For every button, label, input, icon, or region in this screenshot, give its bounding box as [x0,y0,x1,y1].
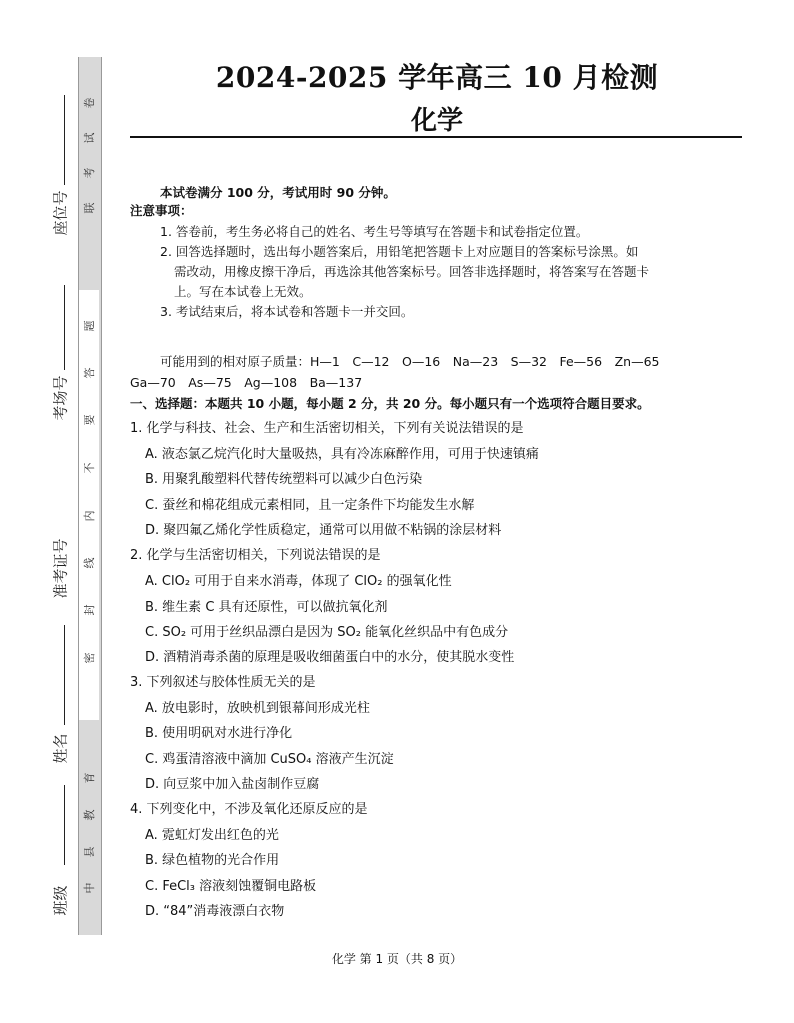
strip-char: 教 [83,809,96,821]
question-option[interactable]: C. FeCl₃ 溶液刻蚀覆铜电路板 [145,879,317,894]
question-option[interactable]: C. 蚕丝和棉花组成元素相同，且一定条件下均能发生水解 [145,498,475,513]
name-line[interactable] [64,785,65,865]
question-option[interactable]: C. 鸡蛋清溶液中滴加 CuSO₄ 溶液产生沉淀 [145,752,394,767]
question-option[interactable]: A. 霓虹灯发出红色的光 [145,828,279,843]
strip-char: 中 [83,882,96,894]
strip-char: 试 [83,132,96,144]
strip-char: 卷 [83,97,96,109]
question-stem: 3. 下列叙述与胶体性质无关的是 [130,675,316,690]
notice-item: 1. 答卷前，考生务必将自己的姓名、考生号等填写在答题卡和试卷指定位置。 [160,224,589,239]
strip-char: 密 [83,652,96,664]
strip-char: 答 [83,367,96,379]
exam-room-line[interactable] [64,285,65,370]
question-option[interactable]: B. 绿色植物的光合作用 [145,853,280,868]
strip-char: 育 [83,772,96,784]
intro-text: 本试卷满分 100 分，考试用时 90 分钟。 [160,185,396,200]
notice-title: 注意事项： [130,203,193,218]
strip-char: 题 [83,320,96,332]
name-label: 姓名 [51,733,70,764]
page-footer: 化学 第 1 页（共 8 页） [331,952,463,966]
notice-item: 需改动，用橡皮擦干净后，再选涂其他答案标号。回答非选择题时，将答案写在答题卡 [174,264,650,279]
header-divider [130,136,742,138]
question-option[interactable]: D. 向豆浆中加入盐卤制作豆腐 [145,777,320,792]
notice-item: 2. 回答选择题时，选出每小题答案后，用铅笔把答题卡上对应题目的答案标号涂黑。如 [160,244,639,259]
strip-char: 县 [83,846,96,858]
question-option[interactable]: A. 放电影时，放映机到银幕间形成光柱 [145,701,370,716]
admission-number-label: 准考证号 [51,538,70,599]
strip-char: 考 [83,167,96,179]
atomic-masses-line-2: Ga—70 As—75 Ag—108 Ba—137 [130,375,363,390]
question-option[interactable]: C. SO₂ 可用于丝织品漂白是因为 SO₂ 能氧化丝织品中有色成分 [145,625,509,640]
atomic-masses-line-1: 可能用到的相对原子质量：H—1 C—12 O—16 Na—23 S—32 Fe—56 Zn—65 [160,354,660,369]
question-option[interactable]: A. 液态氯乙烷汽化时大量吸热，具有冷冻麻醉作用，可用于快速镇痛 [145,447,539,462]
question-stem: 4. 下列变化中，不涉及氧化还原反应的是 [130,802,368,817]
question-option[interactable]: D. 聚四氟乙烯化学性质稳定，通常可以用做不粘锅的涂层材料 [145,523,502,538]
question-stem: 1. 化学与科技、社会、生产和生活密切相关，下列有关说法错误的是 [130,421,524,436]
question-option[interactable]: B. 用聚乳酸塑料代替传统塑料可以减少白色污染 [145,472,423,487]
class-label: 班级 [51,885,70,916]
admission-number-line[interactable] [64,625,65,725]
question-option[interactable]: D. 酒精消毒杀菌的原理是吸收细菌蛋白中的水分，使其脱水变性 [145,650,515,665]
exam-title: 2024-2025 学年高三 10 月检测 [215,61,659,94]
exam-room-label: 考场号 [51,375,70,421]
question-option[interactable]: B. 维生素 C 具有还原性，可以做抗氧化剂 [145,600,388,615]
strip-char: 封 [83,604,96,616]
question-option[interactable]: A. ClO₂ 可用于自来水消毒，体现了 ClO₂ 的强氧化性 [145,574,452,589]
question-option[interactable]: B. 使用明矾对水进行净化 [145,726,293,741]
section-header: 一、选择题：本题共 10 小题，每小题 2 分，共 20 分。每小题只有一个选项符合题目要求。 [130,396,650,411]
strip-char: 不 [83,462,96,474]
subject-title: 化学 [410,106,463,136]
question-stem: 2. 化学与生活密切相关，下列说法错误的是 [130,548,381,563]
question-option[interactable]: D. “84”消毒液漂白衣物 [145,904,285,919]
notice-item: 3. 考试结束后，将本试卷和答题卡一并交回。 [160,304,414,319]
seat-number-line[interactable] [64,95,65,185]
notice-item: 上。写在本试卷上无效。 [174,284,312,299]
strip-char: 内 [83,510,96,522]
strip-char: 要 [83,414,96,426]
strip-char: 线 [83,557,96,569]
seat-number-label: 座位号 [51,190,70,236]
strip-char: 联 [83,202,96,214]
